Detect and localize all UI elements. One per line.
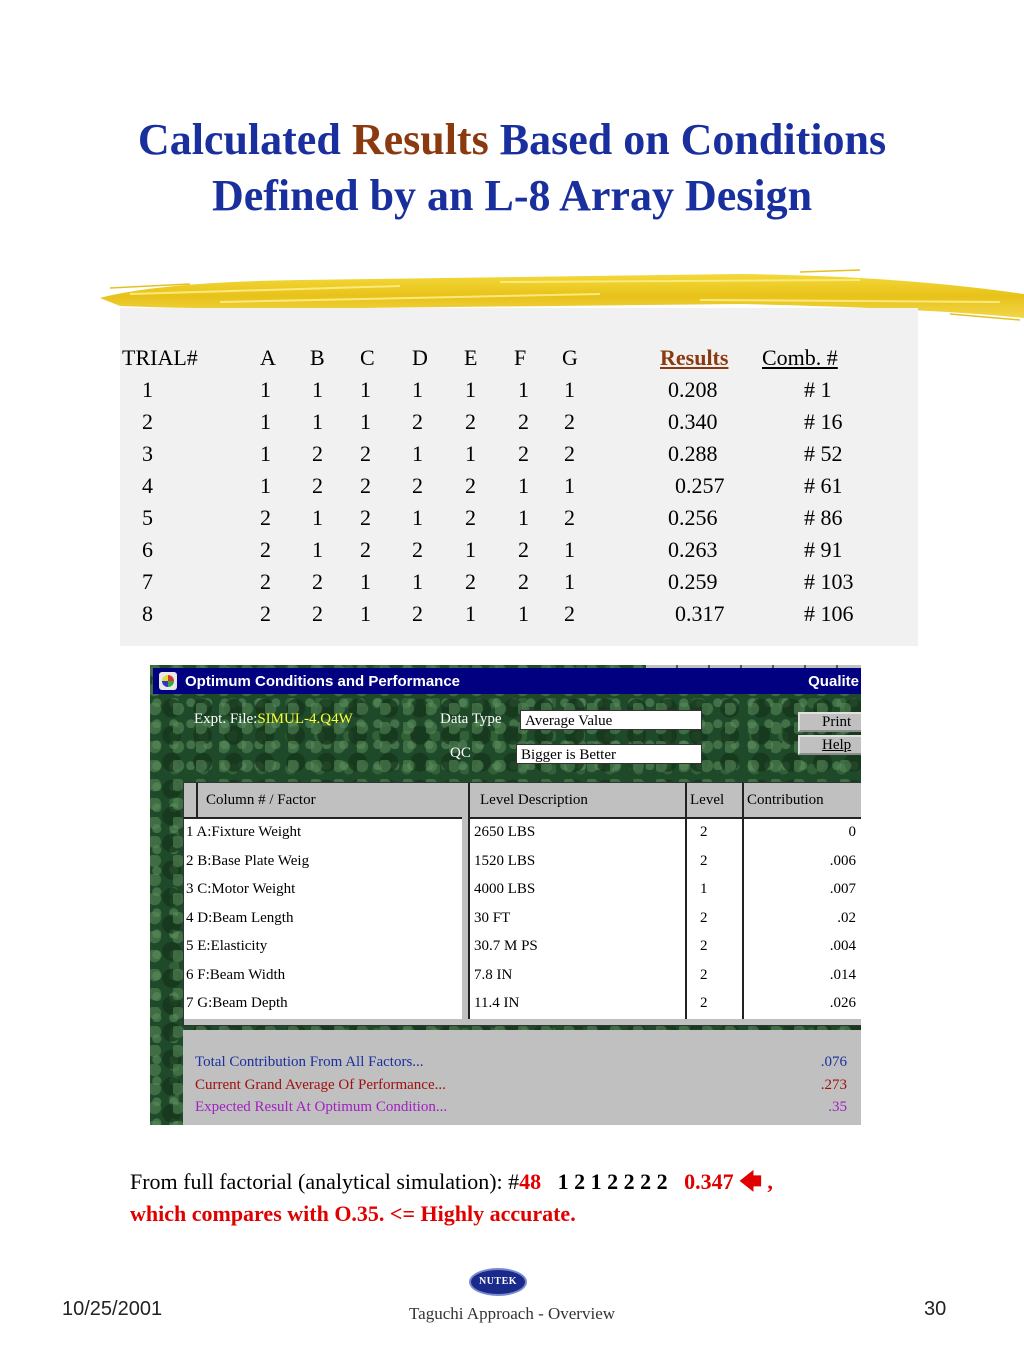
header-c: C: [360, 345, 375, 370]
grid-cell-level: 2: [700, 995, 708, 1011]
trial-cell-g: 1: [564, 377, 575, 402]
footer-date: 10/25/2001: [62, 1298, 163, 1320]
grid-divider-3: [742, 783, 744, 1025]
trial-cell-comb: # 106: [804, 601, 854, 626]
note-line-1: [130, 1166, 773, 1198]
print-button[interactable]: Print: [798, 712, 861, 732]
grid-divider-2: [685, 783, 687, 1025]
trial-cell-e: 2: [465, 569, 476, 594]
factor-grid: [183, 782, 861, 1026]
grid-cell-contrib: .026: [829, 995, 856, 1011]
trial-cell-b: 1: [312, 537, 323, 562]
trial-cell-comb: # 86: [804, 505, 843, 530]
grid-cell-level: 2: [700, 852, 708, 869]
grid-cell-level: 2: [700, 909, 708, 926]
trial-cell-result: 0.208: [668, 377, 718, 402]
trial-cell-trial: 8: [142, 601, 153, 626]
grid-header-description[interactable]: Level Description: [480, 792, 588, 808]
grid-cell-factor: 7 G:Beam Depth: [186, 995, 288, 1011]
trial-cell-d: 1: [412, 505, 423, 530]
grid-cell-desc: 1520 LBS: [474, 852, 536, 869]
header-e: E: [464, 345, 478, 370]
table-row[interactable]: [184, 905, 861, 933]
trial-cell-b: 2: [312, 601, 323, 626]
data-type-label: Data Type: [440, 711, 502, 727]
window-titlebar[interactable]: [153, 668, 861, 694]
trial-cell-f: 1: [518, 601, 529, 626]
left-arrow-icon: 🡄: [739, 1169, 762, 1194]
trial-cell-e: 1: [465, 377, 476, 402]
trial-cell-a: 2: [260, 505, 271, 530]
trial-cell-a: 1: [260, 441, 271, 466]
trial-cell-d: 1: [412, 569, 423, 594]
grid-cell-factor: 5 E:Elasticity: [186, 938, 268, 954]
trial-cell-a: 2: [260, 537, 271, 562]
grid-divider-1: [468, 783, 470, 1025]
grid-cell-desc: 30 FT: [474, 909, 511, 926]
header-a: A: [260, 345, 276, 370]
trial-cell-f: 2: [518, 441, 529, 466]
grid-cell-desc: 7.8 IN: [474, 966, 513, 983]
app-icon[interactable]: [159, 672, 177, 690]
trial-cell-d: 2: [412, 409, 423, 434]
grid-cell-desc: 4000 LBS: [474, 881, 536, 897]
trial-cell-f: 2: [518, 537, 529, 562]
note-prefix: From full factorial (analytical simulation): #: [130, 1169, 520, 1194]
header-f: F: [514, 345, 527, 370]
header-d: D: [412, 345, 428, 370]
title-highlight: Results: [351, 115, 489, 164]
grid-cell-level: 1: [700, 881, 708, 897]
nutek-logo: [469, 1268, 527, 1296]
expt-file-value: SIMUL-4.Q4W: [257, 711, 353, 727]
trial-cell-b: 2: [312, 473, 323, 498]
trial-cell-g: 2: [564, 441, 575, 466]
trial-cell-trial: 4: [142, 473, 153, 498]
grid-cell-desc: 30.7 M PS: [474, 938, 538, 954]
summary-value: .35: [828, 1099, 847, 1115]
grid-cell-factor: 3 C:Motor Weight: [186, 881, 296, 897]
summary-value: .076: [820, 1054, 847, 1070]
table-row[interactable]: [184, 876, 861, 904]
trial-cell-trial: 5: [142, 505, 153, 530]
conclusion-note: [130, 1166, 773, 1230]
trial-cell-b: 1: [312, 409, 323, 434]
trial-cell-d: 1: [412, 441, 423, 466]
grid-cell-contrib: 0: [848, 824, 856, 840]
table-row[interactable]: [184, 990, 861, 1018]
trial-cell-a: 1: [260, 409, 271, 434]
note-levels: 1 2 1 2 2 2 2: [557, 1169, 668, 1194]
trial-cell-c: 1: [360, 377, 371, 402]
trial-cell-f: 1: [518, 473, 529, 498]
title-part-1: Calculated: [137, 115, 352, 164]
title-line-1: [0, 112, 1024, 168]
header-results: Results: [660, 345, 729, 370]
trial-cell-g: 2: [564, 601, 575, 626]
trial-cell-comb: # 1: [804, 377, 832, 402]
footer-center-text: Taguchi Approach - Overview: [408, 1304, 616, 1323]
trial-cell-trial: 3: [142, 441, 153, 466]
trial-cell-f: 1: [518, 377, 529, 402]
grid-header: [184, 783, 861, 819]
trial-cell-c: 2: [360, 505, 371, 530]
trial-cell-comb: # 103: [804, 569, 854, 594]
trial-cell-g: 1: [564, 569, 575, 594]
grid-cell-factor: 4 D:Beam Length: [186, 909, 294, 926]
header-trial: TRIAL#: [122, 345, 198, 370]
grid-header-contribution[interactable]: Contribution: [747, 792, 824, 808]
grid-header-factor[interactable]: Column # / Factor: [206, 792, 316, 808]
header-comb: Comb. #: [762, 345, 838, 370]
trial-cell-e: 2: [465, 409, 476, 434]
qc-field[interactable]: Bigger is Better: [516, 744, 702, 764]
grid-header-level[interactable]: Level: [690, 792, 725, 808]
trial-cell-d: 2: [412, 601, 423, 626]
trial-cell-c: 2: [360, 441, 371, 466]
summary-label: Total Contribution From All Factors...: [195, 1054, 424, 1070]
table-row[interactable]: [184, 962, 861, 990]
trial-cell-g: 2: [564, 409, 575, 434]
footer-page-number: 30: [924, 1298, 947, 1320]
trial-cell-c: 1: [360, 409, 371, 434]
summary-panel: [183, 1030, 861, 1125]
grid-cell-level: 2: [700, 824, 708, 840]
grid-cell-desc: 11.4 IN: [474, 995, 520, 1011]
optimum-conditions-window: [150, 665, 861, 1125]
note-comb-number: 48: [519, 1169, 542, 1194]
grid-row-stub: [184, 783, 198, 817]
trial-cell-a: 1: [260, 377, 271, 402]
trial-cell-d: 2: [412, 473, 423, 498]
trial-cell-e: 1: [465, 537, 476, 562]
grid-cell-desc: 2650 LBS: [474, 824, 536, 840]
trial-cell-c: 1: [360, 569, 371, 594]
summary-value: .273: [820, 1076, 847, 1093]
title-part-2: Based on Conditions: [488, 115, 887, 164]
trial-cell-comb: # 91: [804, 537, 843, 562]
summary-label: Current Grand Average Of Performance...: [195, 1076, 446, 1093]
trial-cell-comb: # 61: [804, 473, 843, 498]
grid-cell-factor: 6 F:Beam Width: [186, 966, 286, 983]
trial-cell-trial: 7: [142, 569, 153, 594]
trial-cell-e: 2: [465, 473, 476, 498]
expt-file-label-text: Expt. File:: [194, 711, 258, 727]
trial-cell-f: 2: [518, 409, 529, 434]
trial-cell-g: 1: [564, 473, 575, 498]
grid-cell-contrib: .02: [837, 909, 856, 926]
note-line-2: which compares with O.35. <= Highly accurate.: [130, 1201, 576, 1226]
header-b: B: [310, 345, 325, 370]
help-button[interactable]: Help: [798, 735, 861, 755]
grid-horizontal-scrollbar[interactable]: [184, 1019, 861, 1025]
trial-cell-g: 2: [564, 505, 575, 530]
trial-cell-a: 1: [260, 473, 271, 498]
table-row[interactable]: [184, 848, 861, 876]
trial-cell-result: 0.317: [675, 601, 725, 626]
trial-cell-e: 1: [465, 441, 476, 466]
trial-cell-trial: 2: [142, 409, 153, 434]
trial-cell-g: 1: [564, 537, 575, 562]
window-app-name: Qualite: [808, 673, 859, 690]
trial-cell-comb: # 16: [804, 409, 843, 434]
trial-cell-a: 2: [260, 601, 271, 626]
trial-cell-b: 2: [312, 441, 323, 466]
title-line-2: Defined by an L-8 Array Design: [211, 171, 813, 220]
trial-cell-c: 2: [360, 473, 371, 498]
expt-file-label: [194, 711, 353, 728]
trial-cell-result: 0.256: [668, 505, 718, 530]
trial-cell-result: 0.288: [668, 441, 718, 466]
grid-cell-contrib: .014: [829, 966, 856, 983]
trial-cell-b: 1: [312, 377, 323, 402]
trial-cell-d: 1: [412, 377, 423, 402]
grid-cell-contrib: .007: [829, 881, 856, 897]
trial-cell-result: 0.340: [668, 409, 718, 434]
trial-cell-result: 0.259: [668, 569, 718, 594]
table-row[interactable]: [184, 819, 861, 847]
trial-cell-c: 2: [360, 537, 371, 562]
trial-cell-result: 0.263: [668, 537, 718, 562]
trial-cell-trial: 1: [142, 377, 153, 402]
grid-cell-level: 2: [700, 938, 708, 954]
trial-cell-e: 1: [465, 601, 476, 626]
grid-cell-level: 2: [700, 966, 708, 983]
trial-cell-f: 1: [518, 505, 529, 530]
trial-cell-comb: # 52: [804, 441, 843, 466]
grid-cell-contrib: .004: [829, 938, 856, 954]
note-value: 0.347: [684, 1169, 734, 1194]
logo-text: NUTEK: [478, 1276, 518, 1287]
summary-label: Expected Result At Optimum Condition...: [195, 1099, 448, 1115]
data-type-field[interactable]: Average Value: [520, 710, 702, 730]
trial-cell-b: 1: [312, 505, 323, 530]
grid-cell-contrib: .006: [829, 852, 856, 869]
qc-label: QC: [450, 745, 471, 761]
trial-cell-a: 2: [260, 569, 271, 594]
header-g: G: [562, 345, 578, 370]
slide-title: [0, 112, 1024, 224]
trial-cell-e: 2: [465, 505, 476, 530]
trial-cell-b: 2: [312, 569, 323, 594]
grid-cell-factor: 1 A:Fixture Weight: [186, 824, 302, 840]
trial-cell-d: 2: [412, 537, 423, 562]
trial-cell-result: 0.257: [675, 473, 725, 498]
note-comma: ,: [761, 1169, 773, 1194]
trial-cell-f: 2: [518, 569, 529, 594]
trial-cell-c: 1: [360, 601, 371, 626]
grid-cell-factor: 2 B:Base Plate Weig: [186, 852, 310, 869]
table-row[interactable]: [184, 933, 861, 961]
window-title: Optimum Conditions and Performance: [185, 673, 461, 690]
trial-cell-trial: 6: [142, 537, 153, 562]
